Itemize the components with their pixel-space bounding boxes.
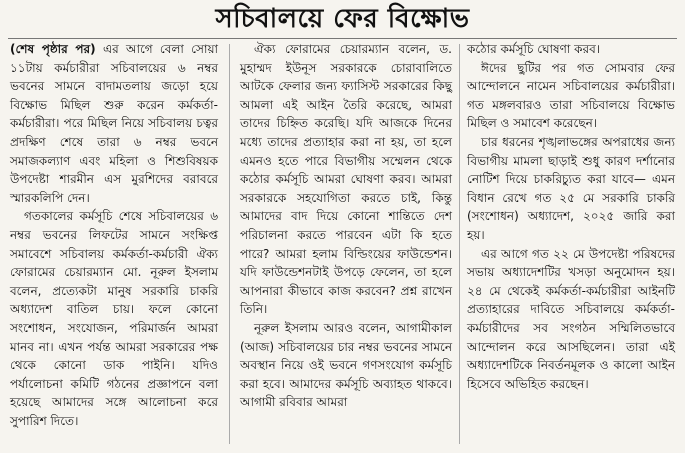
column-1 xyxy=(10,40,218,430)
column-divider-1 xyxy=(229,44,230,444)
column-3 xyxy=(467,40,675,393)
column-2 xyxy=(240,40,452,412)
column-3-paragraph-3: চার ধরনের শৃঙ্খলাভঙ্গের অপরাধের জন্য বিভাগীয় মামলা ছাড়াই শুধু কারণ দর্শানোর নোটিশ দিয়ে চাকরিচ্যুত করা যাবে— এমন বিধান রেখে গত ২৫ মে সরকারি চাকরি (সংশোধন) অধ্যাদেশ, ২০২৫ জারি করা হয়। xyxy=(467,134,675,242)
column-3-paragraph-4: এর আগে গত ২২ মে উপদেষ্টা পরিষদের সভায় অধ্যাদেশটির খসড়া অনুমোদন হয়। ২৪ মে থেকেই কর্মকর্তা-কর্মচারীরা আইনটি প্রত্যাহারের দাবিতে সচিবালয়ে কর্মকর্তা-কর্মচারীদের সব সংগঠন সম্মিলিতভাবে আন্দোলন করে আসছিলেন। তারা এই অধ্যাদেশটিকে নিবর্তনমূলক ও কালো আইন হিসেবে অভিহিত করছেন। xyxy=(467,246,675,391)
headline-rule xyxy=(8,38,677,39)
column-1-paragraph-1 xyxy=(10,40,218,207)
column-1-paragraph-2: গতকালের কর্মসূচি শেষে সচিবালয়ের ৬ নম্বর ভবনের লিফটের সামনে সংক্ষিপ্ত সমাবেশে সচিবালয় কর্মকর্তা-কর্মচারী ঐক্য ফোরামের চেয়ারম্যান মো. নূরুল ইসলাম বলেন, প্রত্যেকটা মানুষ সরকারি চাকরি অধ্যাদেশ বাতিল চায়। ফলে কোনো সংশোধন, সংযোজন, পরিমার্জন আমরা মানব না। এখন পর্যন্ত আমরা সরকারের পক্ষ থেকে কোনো ডাক পাইনি। যদিও পর্যালোচনা কমিটি গঠনের প্রজ্ঞাপনে বলা হয়েছে আমাদের সঙ্গে আলোচনা করে সুপারিশ দিতে। xyxy=(10,209,218,428)
headline: সচিবালয়ে ফের বিক্ষোভ xyxy=(215,4,470,34)
column-2-paragraph-1: ঐক্য ফোরামের চেয়ারম্যান বলেন, ড. মুহাম্মদ ইউনূস সরকারকে চোরাবালিতে আটকে ফেলার জন্য ফ্যাসিস্ট সরকারের কিছু আমলা এই আইন তৈরি করেছে, আমরা তাদের চিহ্নিত করেছি। যদি আজকে দিনের মধ্যে তাদের প্রত্যাহার করা না হয়, তা হলে এমনও হতে পারে বিভাগীয় সম্মেলন থেকে কঠোর কর্মসূচি আমরা ঘোষণা করব। আমরা সরকারকে সহযোগিতা করতে চাই, কিন্তু আমাদের বাদ দিয়ে কোনো শান্তিতে দেশ পরিচালনা করতে পারবেন এটা কি হতে পারে? আমরা হলাম বিল্ডিংয়ের ফাউন্ডেশন। যদি ফাউন্ডেশনটাই উপড়ে ফেলেন, তা হলে আপনারা কীভাবে কাজ করবেন? প্রশ্ন রাখেন তিনি। xyxy=(240,42,452,317)
column-3-paragraph-2: ঈদের ছুটির পর গত সোমবার ফের আন্দোলনে নামেন সচিবালয়ের কর্মচারীরা। গত মঙ্গলবারও তারা সচিবালয়ে বিক্ষোভ মিছিল ও সমাবেশ করেছেন। xyxy=(467,60,675,131)
column-2-paragraph-2: নূরুল ইসলাম আরও বলেন, আগামীকাল (আজ) সচিবালয়ের চার নম্বর ভবনের সামনে অবস্থান নিয়ে ওই ভবনে গণসংযোগ কর্মসূচি করা হবে। আমাদের কর্মসূচি অব্যাহত থাকবে। আগামী রবিবার আমরা xyxy=(240,320,452,410)
column-divider-2 xyxy=(459,44,460,444)
column-3-paragraph-1: কঠোর কর্মসূচি ঘোষণা করব। xyxy=(467,42,601,56)
continuation-marker: (শেষ পৃষ্ঠার পর) xyxy=(10,42,96,56)
column-1-paragraph-1-text: এর আগে বেলা সোয়া ১১টায় কর্মচারীরা সচিবালয়ের ৬ নম্বর ভবনের সামনে বাদামতলায় জড়ো হয়ে বিক্ষোভ মিছিল শুরু করেন কর্মকর্তা-কর্মচারীরা। পরে মিছিল নিয়ে সচিবালয় চত্বর প্রদক্ষিণ শেষে তারা ৬ নম্বর ভবনে সমাজকল্যাণ এবং মহিলা ও শিশুবিষয়ক উপদেষ্টা শারমীন এস মুরশিদের বরাবরে স্মারকলিপি দেন। xyxy=(10,42,218,205)
